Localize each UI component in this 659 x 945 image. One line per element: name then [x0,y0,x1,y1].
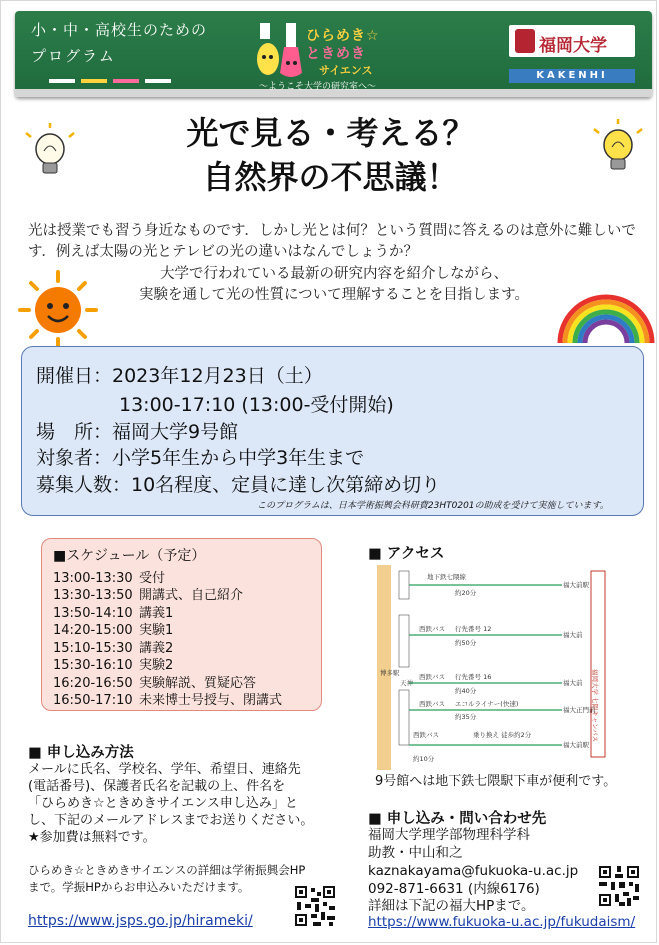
jsps-detail-2: まで。学振HPからお申込みいただけます。 [28,880,250,894]
schedule-label: 実験2 [139,658,174,673]
route-mode: 地下鉄七隈線 [427,573,466,581]
rainbow-icon [554,283,658,345]
schedule-time: 13:50-14:10 [53,606,133,621]
route-bus: 行先番号 16 [455,673,492,681]
banner-tagline: 小・中・高校生のための [31,21,208,39]
route-stop: 福大正門前 [563,706,596,714]
university-name: 福岡大学 [539,36,607,56]
application-text: 「ひらめき☆ときめきサイエンス申し込み」と [28,796,298,811]
event-target: 対象者：小学5年生から中学3年生まで [36,447,365,469]
access-note: 9号館へは地下鉄七隈駅下車が便利です。 [375,774,617,789]
map-origin: 博多駅 [380,669,400,677]
banner-decoration [81,79,107,83]
access-heading: ■ アクセス [368,546,445,562]
route-stop: 福大前 [563,679,583,687]
schedule-time: 15:30-16:10 [53,658,133,673]
schedule-label: 実験1 [139,623,174,638]
contact-email[interactable]: kaznakayama@fukuoka-u.ac.jp [368,863,579,879]
event-date: 開催日：2023年12月23日（土） [36,365,323,387]
contact-heading: ■ 申し込み・問い合わせ先 [368,811,547,827]
intro-line-3: 実験を通して光の性質について理解することを目指します。 [138,287,530,303]
contact-person: 助教・中山和之 [368,845,463,861]
map-origin-2: 天神 [400,679,413,687]
application-text: し、下記のメールアドレスまでお送りください。 [28,813,314,828]
application-text: (電話番号)、保護者氏名を記載の上、件名を [28,779,286,794]
program-subtitle: ～ようこそ大学の研究室へ～ [259,82,377,92]
schedule-row [53,689,282,708]
flask-mascot-icon [256,19,304,83]
route-mode: 西鉄バス [419,673,445,681]
schedule-label: 受付 [139,571,166,586]
route-stop: 福大前駅 [563,741,589,749]
fee-note: ★参加費は無料です。 [28,830,156,845]
schedule-time: 13:30-13:50 [53,588,133,603]
contact-phone: 092-871-6631 (内線6176) [368,881,540,897]
access-map [377,565,634,770]
schedule-time: 16:20-16:50 [53,676,133,691]
program-name-2: ときめき [306,46,366,62]
schedule-label: 講義1 [139,606,174,621]
schedule-heading: ■スケジュール（予定） [53,548,206,564]
schedule-label: 未来博士号授与、閉講式 [139,693,283,708]
route-mode: 西鉄バス [419,700,445,708]
route-time: 約50分 [455,639,477,647]
event-time: 13:00-17:10 (13:00-受付開始) [119,394,394,416]
route-stop: 福大前駅 [563,581,589,589]
schedule-label: 開講式、自己紹介 [139,588,244,603]
jsps-detail: ひらめき☆ときめきサイエンスの詳細は学術振興会HP [28,863,306,877]
page-title: 光で見る・考える？ [186,114,475,152]
schedule-row [53,619,173,638]
application-text: メールに氏名、学校名、学年、希望日、連絡先 [28,762,301,777]
schedule-row [53,584,243,603]
jsps-link[interactable]: https://www.jsps.go.jp/hirameki/ [28,913,253,929]
schedule-label: 実験解説、質疑応答 [139,676,257,691]
intro-paragraph: 光は授業でも習う身近なものです．しかし光とは何？という質問に答えるのは意外に難しいです．例えば太陽の光とテレビの光の違いはなんでしょうか？ [28,223,636,260]
application-heading: ■ 申し込み方法 [28,745,134,761]
event-place: 場 所：福岡大学9号館 [36,421,239,443]
schedule-time: 16:50-17:10 [53,693,133,708]
contact-department: 福岡大学理学部物理科学科 [368,827,530,843]
light-bulb-icon [25,123,75,183]
banner-tagline-2: プログラム [31,47,116,65]
schedule-time: 14:20-15:00 [53,623,133,638]
schedule-label: 講義2 [139,641,174,656]
route-stop: 福大前 [563,631,583,639]
route-bus: 乗り換え 徒歩約2分 [473,731,532,739]
route-bus: エコルライナー(快速) [455,700,519,708]
banner-decoration [113,79,139,83]
contact-detail: 詳細は下記の福大HPまで。 [368,898,535,914]
route-mode: 西鉄バス [413,731,439,739]
funding-note: このプログラムは、日本学術振興会科研費23HT0201の助成を受けて実施しています。 [257,501,609,511]
schedule-row [53,654,173,673]
route-time: 約40分 [455,687,477,695]
program-name-1: ひらめき☆ [306,28,380,44]
fukudai-link[interactable]: https://www.fukuoka-u.ac.jp/fukudaism/ [368,914,636,930]
intro-line-2: 大学で行われている最新の研究内容を紹介しながら、 [160,266,508,282]
kakenhi-label: KAKENHI [509,69,635,83]
page-title-2: 自然界の不思議！ [202,158,459,196]
banner-decoration [49,79,75,83]
program-name-3: サイエンス [319,64,373,77]
map-destination: 福岡大学 七隈キャンパス [591,669,599,743]
route-time: 約35分 [455,713,477,721]
schedule-time: 13:00-13:30 [53,571,133,586]
sun-icon [17,269,99,351]
route-bus: 行先番号 12 [455,625,492,633]
light-bulb-lit-icon [593,119,643,179]
schedule-time: 15:10-15:30 [53,641,133,656]
route-time: 約10分 [413,755,435,763]
event-capacity: 募集人数：10名程度、定員に達し次第締め切り [36,474,441,496]
banner-decoration [145,79,171,83]
qr-code-icon [293,884,337,928]
route-time: 約20分 [455,589,477,597]
qr-code-icon [597,864,641,908]
route-mode: 西鉄バス [419,625,445,633]
university-seal-icon [515,29,535,53]
